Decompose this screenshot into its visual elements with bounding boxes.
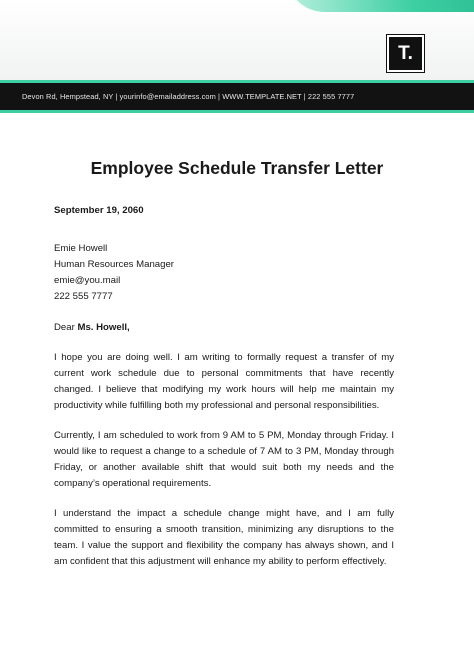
greeting-prefix: Dear [54, 322, 78, 333]
letter-date: September 19, 2060 [54, 205, 144, 216]
greeting [54, 320, 394, 336]
accent-stripe-bottom [0, 110, 474, 113]
recipient-name: Emie Howell [54, 243, 108, 254]
recipient-email: emie@you.mail [54, 275, 121, 286]
company-logo [387, 35, 424, 72]
greeting-name: Ms. Howell, [77, 322, 130, 333]
paragraph-commitment: I understand the impact a schedule change might have, and I am fully committed to ensuring a smooth transition, minimizing any disruptions to the team. I value the support and flexibility the company has always shown, and I am confident that this adjustment will enhance my ability to perform effectively. [54, 508, 394, 567]
recipient-role: Human Resources Manager [54, 259, 174, 270]
letter-title: Employee Schedule Transfer Letter [90, 158, 384, 178]
paragraph-intro: I hope you are doing well. I am writing to formally request a transfer of my current work schedule due to personal commitments that have recently changed. I believe that modifying my work hours will help me maintain my productivity while fulfilling both my professional and personal responsibilities. [54, 352, 394, 411]
paragraph-schedule: Currently, I am scheduled to work from 9 AM to 5 PM, Monday through Friday. I would like to request a change to a schedule of 7 AM to 3 PM, Monday through Friday, or another available shift that would suit both my needs and the company’s operational requirements. [54, 430, 394, 489]
recipient-phone: 222 555 7777 [54, 291, 113, 302]
contact-bar: Devon Rd, Hempstead, NY | yourinfo@emailaddress.com | WWW.TEMPLATE.NET | 222 555 7777 [0, 83, 474, 110]
letter-body [54, 203, 394, 570]
logo-text: T. [398, 43, 413, 64]
recipient-block [54, 241, 394, 305]
header-accent-shape [285, 0, 474, 12]
